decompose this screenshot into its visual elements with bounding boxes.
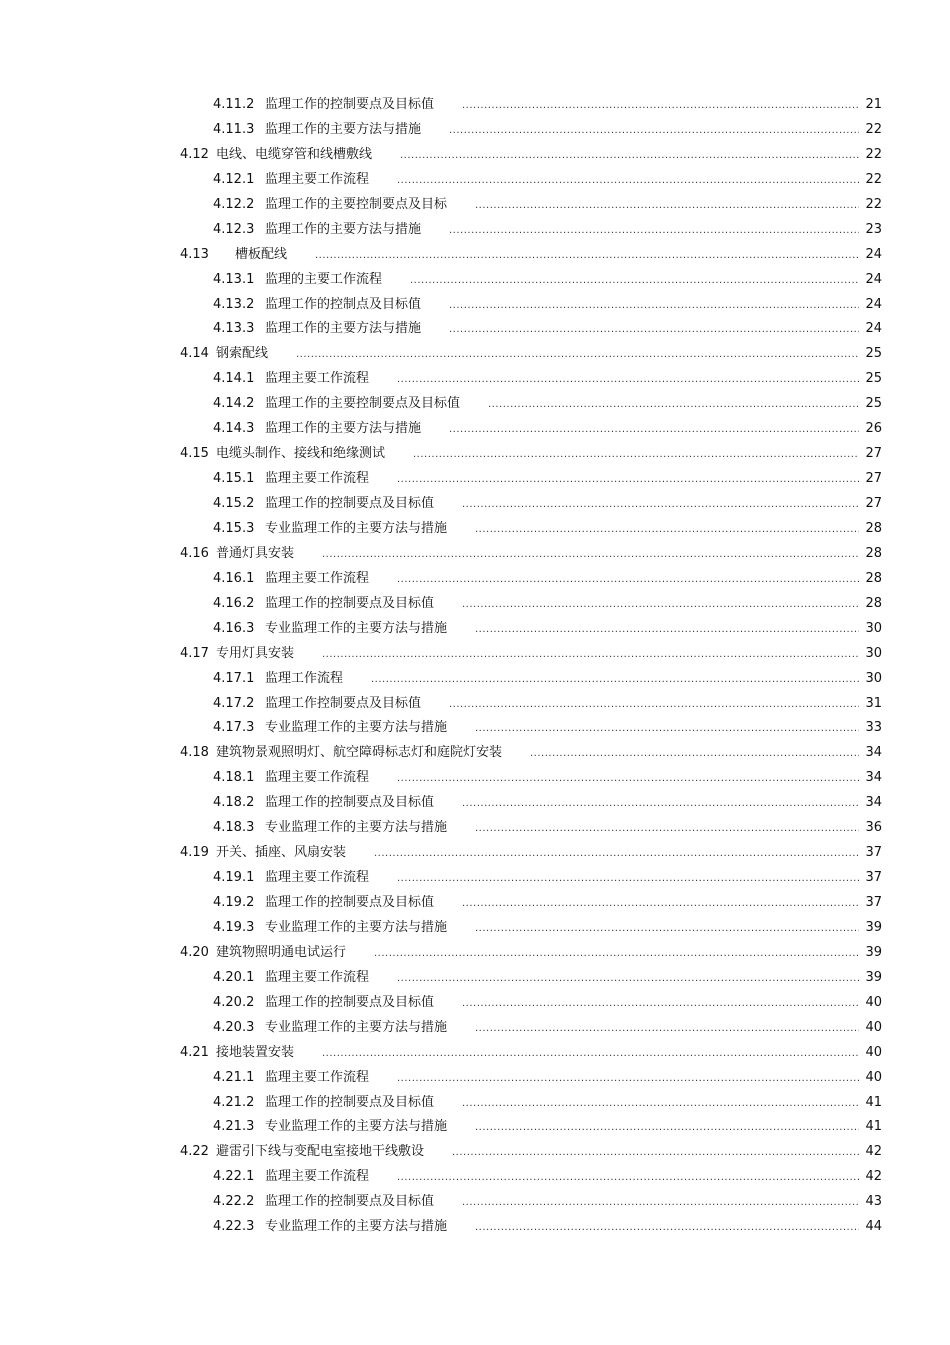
toc-entry-page: 27 [865,446,882,462]
toc-entry-page: 28 [865,595,882,611]
toc-entry[interactable] [0,118,950,143]
toc-entry-title: 监理主要工作流程 [265,371,370,387]
toc-entry-title: 监理主要工作流程 [265,1069,370,1085]
toc-entry-page: 39 [865,944,882,960]
toc-entry-number: 4.21.2 [213,1094,255,1110]
toc-entry-number: 4.14 [180,346,209,362]
toc-leader-dots [475,517,859,542]
toc-entry-page: 41 [865,1119,882,1135]
toc-entry-title: 监理工作的控制要点及目标值 [265,97,435,112]
toc-entry-number: 4.12.3 [213,221,255,237]
toc-entry-title: 避雷引下线与变配电室接地干线敷设 [216,1144,425,1160]
toc-entry-number: 4.22 [180,1144,209,1160]
toc-entry[interactable] [0,1041,950,1066]
toc-entry-number: 4.17.1 [213,670,255,686]
toc-entry-page: 43 [865,1194,882,1210]
toc-entry[interactable] [0,93,950,118]
toc-entry-title: 监理工作的控制要点及目标值 [265,1194,435,1210]
toc-entry-title: 专业监理工作的主要方法与措施 [265,1219,448,1235]
toc-entry-page: 25 [865,346,882,362]
toc-entry-number: 4.19 [180,845,209,861]
toc-leader-dots [296,342,859,367]
toc-leader-dots [449,317,859,342]
toc-leader-dots [397,467,859,492]
toc-entry-title: 接地装置安装 [216,1044,295,1060]
toc-entry[interactable] [0,891,950,916]
toc-entry[interactable] [0,392,950,417]
toc-entry-page: 30 [865,620,882,636]
toc-entry[interactable] [0,1115,950,1140]
toc-entry-title: 电缆头制作、接线和绝缘测试 [216,446,386,462]
toc-entry-page: 30 [865,645,882,661]
toc-leader-dots [449,692,859,717]
toc-entry-number: 4.22.2 [213,1194,255,1210]
toc-entry[interactable] [0,592,950,617]
toc-entry-number: 4.14.2 [213,396,255,412]
toc-leader-dots [322,1041,859,1066]
toc-leader-dots [475,1115,859,1140]
toc-entry-number: 4.15 [180,446,209,462]
toc-entry-page: 24 [865,321,882,337]
toc-entry-page: 42 [865,1144,882,1160]
toc-leader-dots [475,1215,859,1240]
toc-entry[interactable] [0,442,950,467]
toc-leader-dots [397,567,859,592]
toc-entry[interactable] [0,542,950,567]
toc-entry-page: 42 [865,1169,882,1185]
toc-entry[interactable] [0,293,950,318]
toc-entry-number: 4.18 [180,745,209,761]
toc-entry-title: 监理工作的主要方法与措施 [265,121,422,137]
toc-entry-page: 23 [865,221,882,237]
toc-leader-dots [371,667,859,692]
toc-entry-title: 监理主要工作流程 [265,770,370,786]
toc-entry-page: 41 [865,1094,882,1110]
toc-entry[interactable] [0,168,950,193]
toc-entry-number: 4.12.2 [213,196,255,212]
toc-entry-page: 34 [865,745,882,761]
toc-entry[interactable] [0,1165,950,1190]
toc-leader-dots [462,93,859,118]
toc-leader-dots [452,1140,859,1165]
toc-entry-number: 4.21.3 [213,1119,255,1135]
toc-entry-page: 37 [865,895,882,910]
toc-entry-number: 4.18.2 [213,795,255,811]
toc-entry[interactable] [0,966,950,991]
toc-entry-number: 4.17.3 [213,720,255,736]
toc-entry[interactable] [0,991,950,1016]
toc-leader-dots [322,642,859,667]
toc-entry[interactable] [0,617,950,642]
toc-entry-title: 专业监理工作的主要方法与措施 [265,1019,448,1035]
toc-entry-number: 4.13.2 [213,296,255,312]
toc-leader-dots [397,1066,859,1091]
toc-entry-title: 专用灯具安装 [216,645,295,661]
toc-entry-page: 34 [865,770,882,786]
toc-entry[interactable] [0,193,950,218]
toc-entry-title: 专业监理工作的主要方法与措施 [265,820,448,836]
toc-entry-title: 监理工作控制要点及目标值 [265,695,422,711]
toc-entry[interactable] [0,1215,950,1240]
toc-leader-dots [475,193,859,218]
toc-entry[interactable] [0,317,950,342]
toc-entry-page: 22 [865,171,882,187]
toc-entry-page: 22 [865,146,882,162]
toc-entry[interactable] [0,1190,950,1215]
toc-leader-dots [374,841,859,866]
toc-entry-number: 4.17.2 [213,695,255,711]
toc-entry-number: 4.14.1 [213,371,255,387]
toc-leader-dots [462,1091,859,1116]
toc-entry-number: 4.16.2 [213,595,255,611]
toc-entry[interactable] [0,642,950,667]
toc-entry[interactable] [0,916,950,941]
toc-entry-title: 监理工作的控制要点及目标值 [265,795,435,811]
toc-entry-number: 4.12.1 [213,171,255,187]
toc-entry[interactable] [0,841,950,866]
toc-entry-page: 22 [865,121,882,137]
toc-entry[interactable] [0,467,950,492]
toc-entry-title: 监理工作的控制要点及目标值 [265,496,435,511]
toc-entry-title: 监理工作的主要控制要点及目标 [265,196,448,212]
toc-leader-dots [475,916,859,941]
toc-leader-dots [449,293,859,318]
toc-leader-dots [530,741,859,766]
toc-leader-dots [475,816,859,841]
toc-entry-page: 30 [865,670,882,686]
toc-entry-number: 4.19.1 [213,870,255,886]
toc-entry-title: 普通灯具安装 [216,545,295,561]
toc-leader-dots [322,542,859,567]
toc-leader-dots [413,442,859,467]
toc-entry-title: 专业监理工作的主要方法与措施 [265,720,448,736]
toc-entry-number: 4.15.1 [213,471,255,487]
toc-entry-title: 电线、电缆穿管和线槽敷线 [216,146,373,162]
toc-entry-number: 4.18.3 [213,820,255,836]
toc-leader-dots [315,243,859,268]
toc-entry-number: 4.19.2 [213,895,255,910]
toc-entry-number: 4.11.2 [213,97,255,112]
toc-entry-number: 4.11.3 [213,121,255,137]
toc-entry-number: 4.22.3 [213,1219,255,1235]
toc-entry[interactable] [0,492,950,517]
toc-entry-title: 专业监理工作的主要方法与措施 [265,919,448,935]
toc-entry[interactable] [0,367,950,392]
toc-entry[interactable] [0,342,950,367]
toc-entry-page: 40 [865,994,882,1010]
toc-leader-dots [475,1016,859,1041]
toc-entry-page: 40 [865,1069,882,1085]
toc-entry[interactable] [0,866,950,891]
toc-entry-title: 监理主要工作流程 [265,171,370,187]
toc-entry-title: 监理工作的控制要点及目标值 [265,595,435,611]
toc-entry-page: 37 [865,845,882,861]
toc-entry[interactable] [0,941,950,966]
toc-leader-dots [462,991,859,1016]
toc-entry[interactable] [0,667,950,692]
toc-entry-number: 4.16.1 [213,570,255,586]
toc-entry[interactable] [0,1091,950,1116]
toc-leader-dots [488,392,859,417]
toc-entry-page: 25 [865,396,882,412]
toc-entry-page: 39 [865,919,882,935]
toc-entry[interactable] [0,417,950,442]
toc-entry-page: 24 [865,296,882,312]
toc-entry-page: 28 [865,520,882,536]
toc-leader-dots [475,716,859,741]
toc-entry-page: 28 [865,545,882,561]
toc-entry-page: 24 [865,271,882,287]
toc-leader-dots [449,218,859,243]
toc-entry[interactable] [0,741,950,766]
toc-entry[interactable] [0,816,950,841]
toc-entry-page: 21 [865,97,882,112]
toc-entry-title: 钢索配线 [216,346,269,362]
toc-entry[interactable] [0,791,950,816]
toc-entry-title: 监理主要工作流程 [265,969,370,985]
toc-entry-page: 36 [865,820,882,836]
toc-entry[interactable] [0,1140,950,1165]
toc-entry-number: 4.15.2 [213,496,255,511]
toc-leader-dots [397,766,859,791]
toc-entry-number: 4.21.1 [213,1069,255,1085]
toc-leader-dots [374,941,859,966]
toc-entry[interactable] [0,716,950,741]
toc-entry-page: 33 [865,720,882,736]
toc-entry-number: 4.15.3 [213,520,255,536]
toc-entry-title: 监理工作的控制要点及目标值 [265,895,435,910]
toc-entry-number: 4.22.1 [213,1169,255,1185]
toc-entry-number: 4.20.2 [213,994,255,1010]
toc-entry-title: 监理主要工作流程 [265,471,370,487]
toc-entry-title: 监理主要工作流程 [265,1169,370,1185]
toc-entry-number: 4.16 [180,545,209,561]
toc-entry-number: 4.13.3 [213,321,255,337]
toc-entry-number: 4.20.1 [213,969,255,985]
toc-entry[interactable] [0,1066,950,1091]
toc-entry-number: 4.18.1 [213,770,255,786]
toc-entry[interactable] [0,766,950,791]
toc-entry-number: 4.12 [180,146,209,162]
toc-entry-number: 4.16.3 [213,620,255,636]
toc-entry-page: 34 [865,795,882,811]
toc-entry-page: 27 [865,471,882,487]
toc-entry[interactable] [0,218,950,243]
toc-leader-dots [475,617,859,642]
toc-entry-page: 27 [865,496,882,511]
toc-entry-page: 24 [865,246,882,262]
toc-entry-title: 监理工作的控制要点及目标值 [265,994,435,1010]
toc-entry-number: 4.20 [180,944,209,960]
toc-leader-dots [462,592,859,617]
toc-entry-page: 40 [865,1019,882,1035]
toc-entry-number: 4.13.1 [213,271,255,287]
toc-entry-page: 37 [865,870,882,886]
toc-entry-title: 建筑物照明通电试运行 [216,944,347,960]
toc-leader-dots [449,118,859,143]
toc-leader-dots [462,891,859,916]
toc-entry-number: 4.19.3 [213,919,255,935]
toc-leader-dots [400,143,859,168]
toc-entry-title: 监理工作的主要方法与措施 [265,421,422,437]
toc-entry-title: 监理工作的主要方法与措施 [265,221,422,237]
toc-leader-dots [462,791,859,816]
toc-entry-title: 监理工作的主要方法与措施 [265,321,422,337]
toc-entry[interactable] [0,268,950,293]
table-of-contents [0,93,950,1240]
toc-entry-title: 监理工作流程 [265,670,344,686]
toc-entry-page: 28 [865,570,882,586]
toc-entry-title: 监理的主要工作流程 [265,271,383,287]
toc-entry-page: 26 [865,421,882,437]
toc-entry[interactable] [0,243,950,268]
toc-leader-dots [462,1190,859,1215]
toc-entry-title: 监理主要工作流程 [265,870,370,886]
toc-entry-page: 31 [865,695,882,711]
toc-entry[interactable] [0,567,950,592]
toc-entry-page: 39 [865,969,882,985]
toc-entry[interactable] [0,692,950,717]
toc-entry-title: 开关、插座、风扇安装 [216,845,347,861]
toc-entry-title: 专业监理工作的主要方法与措施 [265,1119,448,1135]
toc-leader-dots [397,168,859,193]
toc-entry[interactable] [0,1016,950,1041]
toc-leader-dots [397,367,859,392]
toc-leader-dots [462,492,859,517]
toc-entry-number: 4.13 [180,246,209,262]
toc-entry-title: 监理工作的控制要点及目标值 [265,1094,435,1110]
toc-entry-title: 监理工作的主要控制要点及目标值 [265,396,461,412]
toc-entry-page: 44 [865,1219,882,1235]
toc-entry[interactable] [0,517,950,542]
toc-entry[interactable] [0,143,950,168]
toc-entry-number: 4.21 [180,1044,209,1060]
toc-entry-title: 监理主要工作流程 [265,570,370,586]
toc-entry-title: 建筑物景观照明灯、航空障碍标志灯和庭院灯安装 [216,745,503,761]
toc-entry-page: 40 [865,1044,882,1060]
toc-leader-dots [397,866,859,891]
toc-entry-title: 专业监理工作的主要方法与措施 [265,520,448,536]
toc-entry-page: 22 [865,196,882,212]
toc-entry-number: 4.20.3 [213,1019,255,1035]
toc-leader-dots [410,268,859,293]
toc-entry-page: 25 [865,371,882,387]
toc-leader-dots [397,1165,859,1190]
toc-leader-dots [449,417,859,442]
toc-entry-title: 监理工作的控制点及目标值 [265,296,422,312]
toc-entry-number: 4.17 [180,645,209,661]
toc-leader-dots [397,966,859,991]
toc-entry-title: 槽板配线 [235,246,288,262]
toc-entry-number: 4.14.3 [213,421,255,437]
toc-entry-title: 专业监理工作的主要方法与措施 [265,620,448,636]
